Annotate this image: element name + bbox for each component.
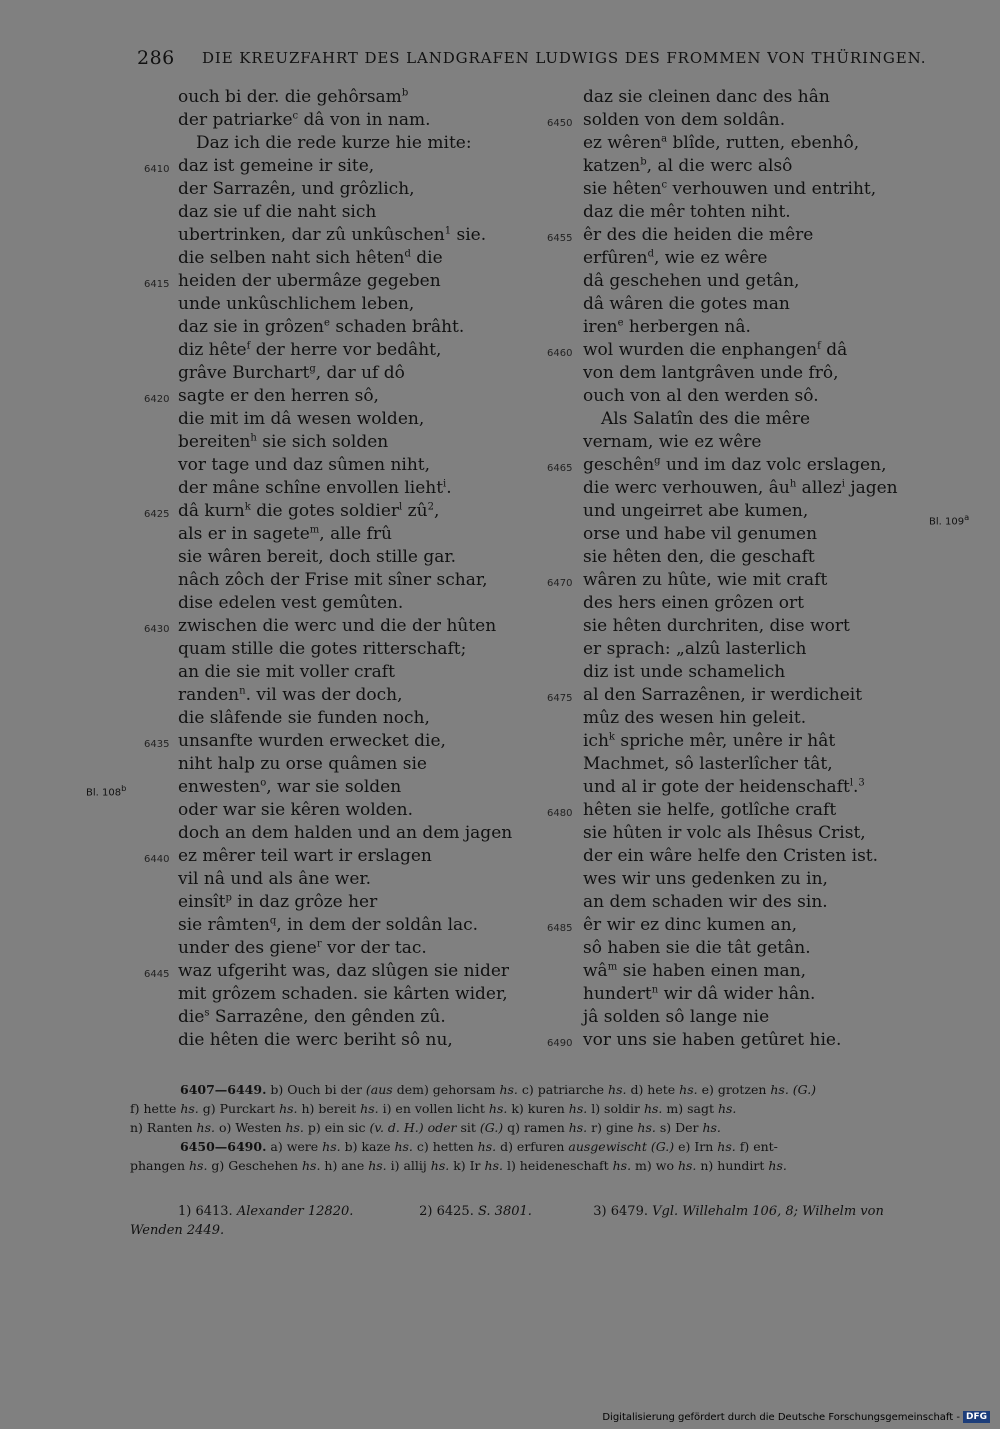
verse-line [583, 753, 923, 776]
verse-line [547, 684, 923, 707]
line-number: 6425 [144, 509, 170, 520]
line-number: 6455 [547, 233, 573, 244]
verse-line [144, 730, 538, 753]
verse-text: waz ufgeriht was, daz slûgen sie nider [178, 961, 510, 981]
verse-line [178, 362, 538, 385]
apparatus-line: f) hette hs. g) Purckart hs. h) bereit hs. i) en vollen licht hs. k) kuren hs. l) soldir hs. m) sagt hs. [130, 1101, 737, 1116]
verse-line [547, 339, 923, 362]
verse-text: heiden der ubermâze gegeben [178, 271, 441, 291]
verse-line [583, 822, 923, 845]
verse-text: mûz des wesen hin geleit. [583, 708, 807, 728]
verse-text: sie hêten$^c$ verhouwen und entriht, [583, 179, 877, 199]
verse-line [583, 293, 923, 316]
dfg-logo-icon: DFG [963, 1411, 990, 1423]
verse-line [547, 109, 923, 132]
verse-text: wâren zu hûte, wie mit craft [583, 570, 828, 590]
verse-line [547, 1029, 923, 1052]
line-number: 6410 [144, 164, 170, 175]
verse-text: Daz ich die rede kurze hie mite: [196, 133, 472, 153]
apparatus-line: 6450—6490. a) were hs. b) kaze hs. c) hetten hs. d) erfuren ausgewischt (G.) e) Irn hs. f) ent- [180, 1139, 778, 1154]
verse-text: an die sie mit voller craft [178, 662, 395, 682]
verse-text: nâch zôch der Frise mit sîner schar, [178, 570, 488, 590]
verse-line [583, 546, 923, 569]
verse-text: diz hête$^f$ der herre vor bedâht, [178, 340, 442, 360]
line-number: 6420 [144, 394, 170, 405]
verse-text: ouch von al den werden sô. [583, 386, 819, 406]
verse-text: vor uns sie haben getûret hie. [583, 1030, 842, 1050]
verse-line [178, 477, 538, 500]
verse-text: geschên$^g$ und im daz volc erslagen, [583, 455, 887, 475]
verse-line [583, 86, 923, 109]
verse-line [547, 569, 923, 592]
verse-line [178, 868, 538, 891]
verse-line [178, 638, 538, 661]
verse-text: êr wir ez dinc kumen an, [583, 915, 797, 935]
verse-line [144, 270, 538, 293]
verse-line [178, 546, 538, 569]
verse-line [583, 431, 923, 454]
verse-text: sie hûten ir volc als Ihêsus Crist, [583, 823, 866, 843]
verse-line [583, 868, 923, 891]
verse-text: der Sarrazên, und grôzlich, [178, 179, 415, 199]
verse-line [583, 477, 923, 500]
verse-line [178, 201, 538, 224]
verse-text: und ungeirret abe kumen, [583, 501, 809, 521]
verse-line [178, 316, 538, 339]
verse-text: dâ wâren die gotes man [583, 294, 790, 314]
line-number: 6430 [144, 624, 170, 635]
verse-text: sie hêten durchriten, dise wort [583, 616, 850, 636]
verse-line [583, 983, 923, 1006]
verse-text: vernam, wie ez wêre [583, 432, 762, 452]
verse-line [583, 891, 923, 914]
apparatus-line: phangen hs. g) Geschehen hs. h) ane hs. i) allij hs. k) Ir hs. l) heideneschaft hs. m) wo hs. n) hundirt hs. [130, 1158, 787, 1173]
footer-text: Digitalisierung gefördert durch die Deutsche Forschungsgemeinschaft - [602, 1412, 960, 1423]
verse-text: dâ geschehen und getân, [583, 271, 800, 291]
verse-text: sie râmten$^q$, in dem der soldân lac. [178, 915, 479, 935]
verse-line [583, 408, 923, 431]
verse-line [583, 638, 923, 661]
verse-text: von dem lantgrâven unde frô, [583, 363, 839, 383]
verse-line [178, 914, 538, 937]
verse-line [144, 155, 538, 178]
verse-line [178, 569, 538, 592]
verse-line [178, 178, 538, 201]
verse-line [178, 86, 538, 109]
line-number: 6460 [547, 348, 573, 359]
apparatus-line: 6407—6449. b) Ouch bi der (aus dem) gehorsam hs. c) patriarche hs. d) hete hs. e) grotzen hs. (G.) [180, 1082, 817, 1097]
line-number: 6485 [547, 923, 573, 934]
verse-text: ez wêren$^a$ blîde, rutten, ebenhô, [583, 133, 860, 153]
left-verse-column [144, 86, 538, 1052]
verse-text: al den Sarrazênen, ir werdicheit [583, 685, 863, 705]
verse-text: des hers einen grôzen ort [583, 593, 804, 613]
verse-text: ouch bi der. die gehôrsam$^b$ [178, 87, 409, 107]
verse-line [583, 960, 923, 983]
apparatus-line: n) Ranten hs. o) Westen hs. p) ein sic (v. d. H.) oder sit (G.) q) ramen hs. r) gine hs. s) Der hs. [130, 1120, 721, 1135]
source-notes [130, 1202, 925, 1240]
verse-line [178, 776, 538, 799]
verse-text: als er in sagete$^m$, alle frû [178, 524, 392, 544]
verse-text: der ein wâre helfe den Cristen ist. [583, 846, 879, 866]
verse-text: hundert$^n$ wir dâ wider hân. [583, 984, 816, 1004]
verse-line [583, 201, 923, 224]
note-3: 3) 6479. Vgl. Willehalm 106, 8; Wilhelm von [593, 1204, 884, 1219]
verse-text: die mit im dâ wesen wolden, [178, 409, 425, 429]
verse-line [178, 822, 538, 845]
verse-text: zwischen die werc und die der hûten [178, 616, 497, 636]
verse-line [178, 408, 538, 431]
verse-line [583, 523, 923, 546]
verse-line [178, 753, 538, 776]
verse-text: grâve Burchart$^g$, dar uf dô [178, 363, 405, 383]
verse-text: jâ solden sô lange nie [583, 1007, 770, 1027]
verse-line [583, 500, 923, 523]
verse-text: randen$^n$. vil was der doch, [178, 685, 403, 705]
verse-line [583, 362, 923, 385]
verse-text: iren$^e$ herbergen nâ. [583, 317, 751, 337]
verse-line [178, 1006, 538, 1029]
folio-marker-left: Bl. 108$^b$ [86, 783, 127, 799]
verse-line [547, 914, 923, 937]
verse-text: vil nâ und als âne wer. [178, 869, 372, 889]
verse-text: ich$^k$ spriche mêr, unêre ir hât [583, 731, 836, 751]
notes-row [130, 1202, 925, 1221]
verse-text: êr des die heiden die mêre [583, 225, 814, 245]
verse-line [178, 983, 538, 1006]
line-number: 6490 [547, 1038, 573, 1049]
line-number: 6480 [547, 808, 573, 819]
verse-line [583, 155, 923, 178]
line-number: 6445 [144, 969, 170, 980]
verse-text: dise edelen vest gemûten. [178, 593, 404, 613]
verse-text: daz ist gemeine ir site, [178, 156, 375, 176]
verse-text: sie wâren bereit, doch stille gar. [178, 547, 457, 567]
verse-text: dâ kurn$^k$ die gotes soldier$^l$ $zû^2$, [178, 501, 440, 521]
verse-line [583, 661, 923, 684]
verse-line [178, 109, 538, 132]
verse-text: die selben naht sich hêten$^d$ die [178, 248, 443, 268]
right-verse-column [547, 86, 923, 1052]
verse-text: daz sie in grôzen$^e$ schaden brâht. [178, 317, 465, 337]
verse-line [583, 385, 923, 408]
verse-line [178, 661, 538, 684]
verse-line [178, 937, 538, 960]
line-number: 6435 [144, 739, 170, 750]
note-3-continuation: Wenden 2449. [130, 1223, 225, 1238]
verse-text: sie hêten den, die geschaft [583, 547, 815, 567]
verse-line [583, 707, 923, 730]
verse-text: der mâne schîne envollen lieht$^i$. [178, 478, 452, 498]
verse-text: diz ist unde schamelich [583, 662, 786, 682]
verse-line [178, 247, 538, 270]
verse-line [144, 960, 538, 983]
verse-line [178, 684, 538, 707]
verse-text: ez mêrer teil wart ir erslagen [178, 846, 432, 866]
verse-line [178, 224, 538, 247]
folio-marker-right: Bl. 109$^a$ [929, 512, 970, 528]
line-number: 6475 [547, 693, 573, 704]
verse-text: doch an dem halden und an dem jagen [178, 823, 513, 843]
verse-text: mit grôzem schaden. sie kârten wider, [178, 984, 508, 1004]
verse-line [178, 707, 538, 730]
verse-line [583, 615, 923, 638]
verse-line [178, 431, 538, 454]
line-number: 6440 [144, 854, 170, 865]
verse-line [144, 845, 538, 868]
verse-text: sagte er den herren sô, [178, 386, 379, 406]
verse-text: unsanfte wurden erwecket die, [178, 731, 446, 751]
verse-text: erfûren$^d$, wie ez wêre [583, 248, 768, 268]
verse-line [583, 178, 923, 201]
verse-line [178, 293, 538, 316]
verse-text: quam stille die gotes ritterschaft; [178, 639, 467, 659]
verse-text: die slâfende sie funden noch, [178, 708, 430, 728]
verse-text: orse und habe vil genumen [583, 524, 818, 544]
verse-text: er sprach: „alzû lasterlich [583, 639, 807, 659]
verse-text: Als Salatîn des die mêre [601, 409, 811, 429]
verse-line [583, 316, 923, 339]
verse-line [144, 500, 538, 523]
verse-text: Machmet, sô lasterlîcher tât, [583, 754, 833, 774]
page-number: 286 [137, 47, 175, 69]
verse-line [547, 799, 923, 822]
verse-line [178, 523, 538, 546]
verse-text: die hêten die werc beriht sô nu, [178, 1030, 453, 1050]
line-number: 6470 [547, 578, 573, 589]
line-number: 6415 [144, 279, 170, 290]
verse-text: an dem schaden wir des sin. [583, 892, 828, 912]
verse-text: sô haben sie die tât getân. [583, 938, 811, 958]
critical-apparatus [130, 1080, 925, 1175]
note-2: 2) 6425. S. 3801. [419, 1204, 532, 1219]
verse-line [178, 454, 538, 477]
verse-line [547, 224, 923, 247]
verse-line [583, 730, 923, 753]
verse-line [547, 454, 923, 477]
verse-text: und al ir gote der heidenschaft$^l$.$^3$ [583, 777, 865, 797]
verse-text: ubertrinken, dar zû unkûschen$^1$ sie. [178, 225, 487, 245]
funding-footer [602, 1411, 990, 1423]
verse-line [178, 799, 538, 822]
verse-text: daz die mêr tohten niht. [583, 202, 791, 222]
verse-text: der patriarke$^c$ dâ von in nam. [178, 110, 431, 130]
verse-line [178, 339, 538, 362]
verse-text: enwesten$^o$, war sie solden [178, 777, 402, 797]
verse-text: under des giene$^r$ vor der tac. [178, 938, 427, 958]
verse-line [583, 845, 923, 868]
verse-line [144, 385, 538, 408]
verse-line [583, 270, 923, 293]
verse-line [144, 615, 538, 638]
verse-line [178, 891, 538, 914]
verse-line [583, 592, 923, 615]
verse-text: die werc verhouwen, $âu^h$ allez$^i$ jagen [583, 478, 898, 498]
verse-text: unde unkûschlichem leben, [178, 294, 415, 314]
verse-text: daz sie cleinen danc des hân [583, 87, 830, 107]
verse-text: katzen$^b$, al die werc alsô [583, 156, 793, 176]
line-number: 6465 [547, 463, 573, 474]
verse-line [583, 247, 923, 270]
verse-text: niht halp zu orse quâmen sie [178, 754, 427, 774]
verse-text: solden von dem soldân. [583, 110, 786, 130]
note-1: 1) 6413. Alexander 12820. [178, 1204, 354, 1219]
verse-line [583, 1006, 923, 1029]
verse-text: daz sie uf die naht sich [178, 202, 377, 222]
verse-line [178, 592, 538, 615]
verse-line [178, 132, 538, 155]
verse-line [178, 1029, 538, 1052]
verse-text: wol wurden die enphangen$^f$ dâ [583, 340, 848, 360]
verse-text: vor tage und daz sûmen niht, [178, 455, 431, 475]
line-number: 6450 [547, 118, 573, 129]
running-title: DIE KREUZFAHRT DES LANDGRAFEN LUDWIGS DES FROMMEN VON THÜRINGEN. [202, 49, 927, 67]
verse-line [583, 132, 923, 155]
verse-text: $wâ^m$ sie haben einen man, [583, 961, 807, 981]
verse-text: die$^s$ Sarrazêne, den gênden zû. [178, 1007, 446, 1027]
verse-text: oder war sie kêren wolden. [178, 800, 413, 820]
verse-text: bereiten$^h$ sie sich solden [178, 432, 389, 452]
verse-text: wes wir uns gedenken zu in, [583, 869, 828, 889]
verse-text: hêten sie helfe, gotlîche craft [583, 800, 837, 820]
verse-line [583, 776, 923, 799]
verse-line [583, 937, 923, 960]
verse-text: einsît$^p$ in daz grôze her [178, 892, 378, 912]
